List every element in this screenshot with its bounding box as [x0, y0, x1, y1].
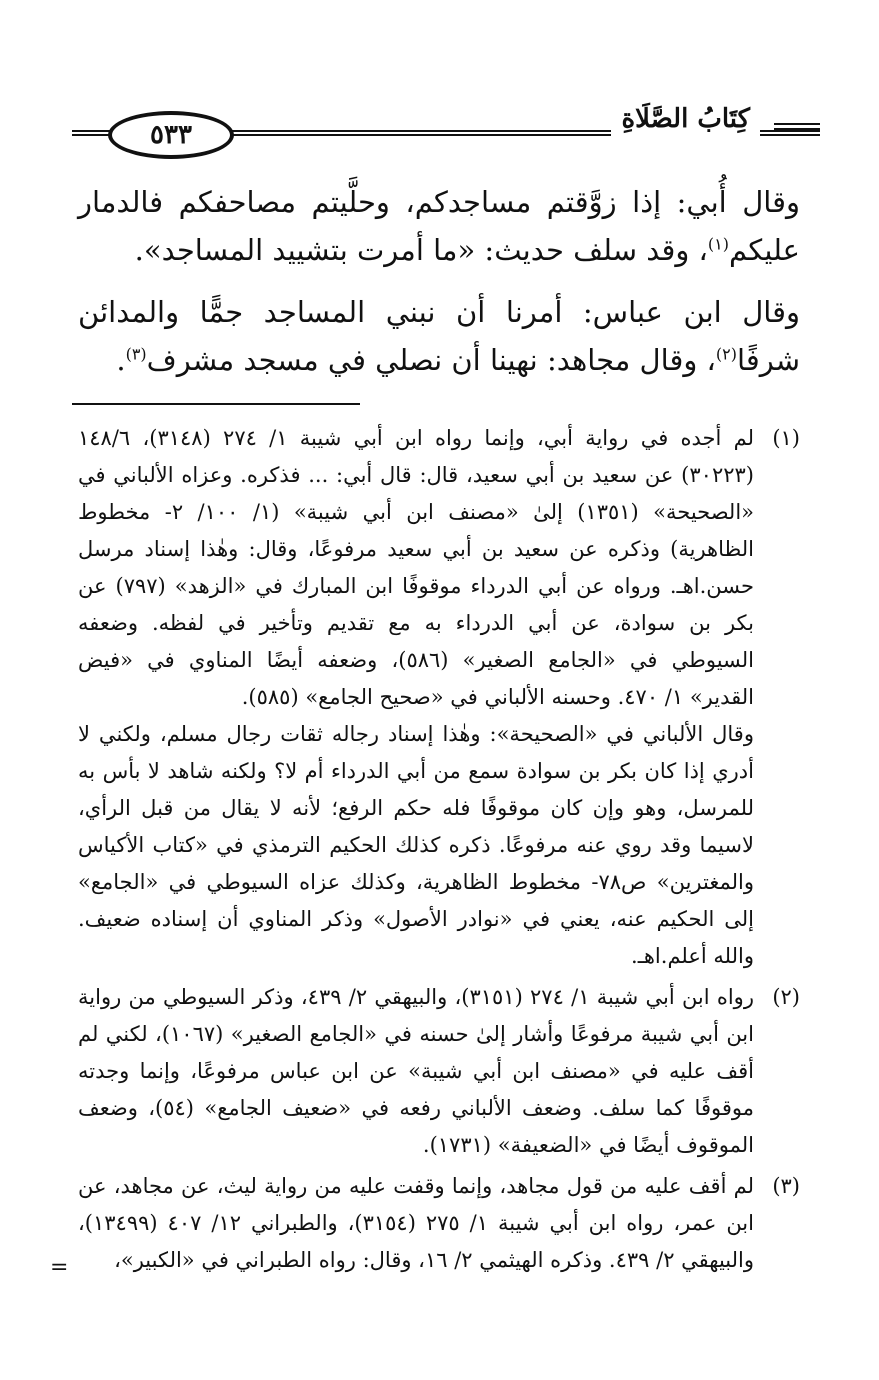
footnote: [78, 420, 800, 975]
footnote-separator: [72, 403, 360, 405]
main-text: [78, 178, 800, 398]
footnote-number: (٣): [772, 1174, 800, 1198]
footnote-paragraph: لم أقف عليه من قول مجاهد، وإنما وقفت عليه من رواية ليث، عن مجاهد، عن ابن عمر، رواه ابن أبي شيبة ١/ ٢٧٥ (٣١٥٤)، والطبراني ١٢/ ٤٠٧ (١٣٤٩٩)، والبيهقي ٢/ ٤٣٩. وذكره الهيثمي ٢/ ١٦، وقال: رواه الطبراني في «الكبير»،: [78, 1174, 754, 1272]
footnote-body: [78, 1168, 754, 1279]
chapter-title: كِتَابُ الصَّلَاةِ: [611, 99, 760, 139]
footnote-paragraph: رواه ابن أبي شيبة ١/ ٢٧٤ (٣١٥١)، والبيهقي ٢/ ٤٣٩، وذكر السيوطي من رواية ابن أبي شيبة مرفوعًا وأشار إلىٰ حسنه في «الجامع الصغير» (١٠٦٧)، لكني لم أقف عليه في «مصنف ابن أبي شيبة» عن ابن عباس مرفوعًا، وإنما وجدته موقوفًا كما سلف. وضعف الألباني رفعه في «ضعيف الجامع» (٥٤)، وضعف الموقوف أيضًا في «الضعيفة» (١٧٣١).: [78, 985, 754, 1157]
header-dash-ornament: [774, 123, 820, 133]
page-header: [72, 95, 820, 175]
footnote-number: (١): [772, 426, 800, 450]
footnote-body: [78, 979, 754, 1164]
footnote-body: [78, 420, 754, 975]
footnote-number: (٢): [772, 985, 800, 1009]
footnotes: [78, 420, 800, 1283]
main-text-span: ، وقال مجاهد: نهينا أن نصلي في مسجد مشرف: [146, 343, 716, 377]
footnote-paragraph: لم أجده في رواية أبي، وإنما رواه ابن أبي شيبة ١/ ٢٧٤ (٣١٤٨)، ١٤٨/٦ (٣٠٢٢٣) عن سعيد بن أبي سعيد، قال: قال أبي: ... فذكره. وعزاه الألباني في «الصحيحة» (١٣٥١) إلىٰ «مصنف ابن أبي شيبة» (١/ ١٠٠/ ٢- مخطوط الظاهرية) وذكره عن سعيد بن أبي سعيد مرفوعًا، وقال: وهٰذا إسناد مرسل حسن.اهـ. ورواه عن أبي الدرداء موقوفًا ابن المبارك في «الزهد» (٧٩٧) عن بكر بن سوادة، عن أبي الدرداء به مع تقديم وتأخير في لفظه. وضعفه السيوطي في «الجامع الصغير» (٥٨٦)، وضعفه أيضًا المناوي في «فيض القدير» ١/ ٤٧٠. وحسنه الألباني في «صحيح الجامع» (٥٨٥).: [78, 426, 754, 709]
footnote: [78, 979, 800, 1164]
main-paragraph: [78, 178, 800, 274]
main-paragraph: [78, 288, 800, 384]
main-text-span: ، وقد سلف حديث: «ما أمرت بتشييد المساجد».: [134, 233, 708, 267]
footnote: [78, 1168, 800, 1279]
footnote-paragraph: وقال الألباني في «الصحيحة»: وهٰذا إسناد رجاله ثقات رجال مسلم، ولكني لا أدري إذا كان بكر بن سوادة سمع من أبي الدرداء أم لا؟ ولكنه شاهد لا بأس به للمرسل، وهو وإن كان موقوفًا فله حكم الرفع؛ لأنه لا يقال من قبل الرأي، لاسيما وقد روي عنه مرفوعًا. ذكره كذلك الحكيم الترمذي في «كتاب الأكياس والمغترين» ص٧٨- مخطوط الظاهرية، وكذلك عزاه السيوطي في «الجامع» إلى الحكيم عنه، يعني في «نوادر الأصول» وذكر المناوي أن إسناده ضعيف. والله أعلم.اهـ.: [78, 722, 754, 968]
footnote-ref: (٢): [715, 344, 737, 364]
page-number: ٥٣٣: [108, 111, 234, 159]
footnote-ref: (١): [707, 234, 730, 254]
main-text-span: وقال ابن عباس: أمرنا أن نبني المساجد جمًّا والمدائن شرفًا: [78, 295, 800, 377]
main-text-span: وقال أُبي: إذا زوَّقتم مساجدكم، وحلَّيتم مصاحفكم فالدمار عليكم: [78, 185, 800, 267]
main-text-span: .: [116, 343, 126, 377]
continuation-mark: =: [50, 1255, 69, 1280]
header-rule: [72, 134, 112, 136]
header-rule: [72, 130, 112, 132]
footnote-ref: (٣): [125, 344, 147, 364]
